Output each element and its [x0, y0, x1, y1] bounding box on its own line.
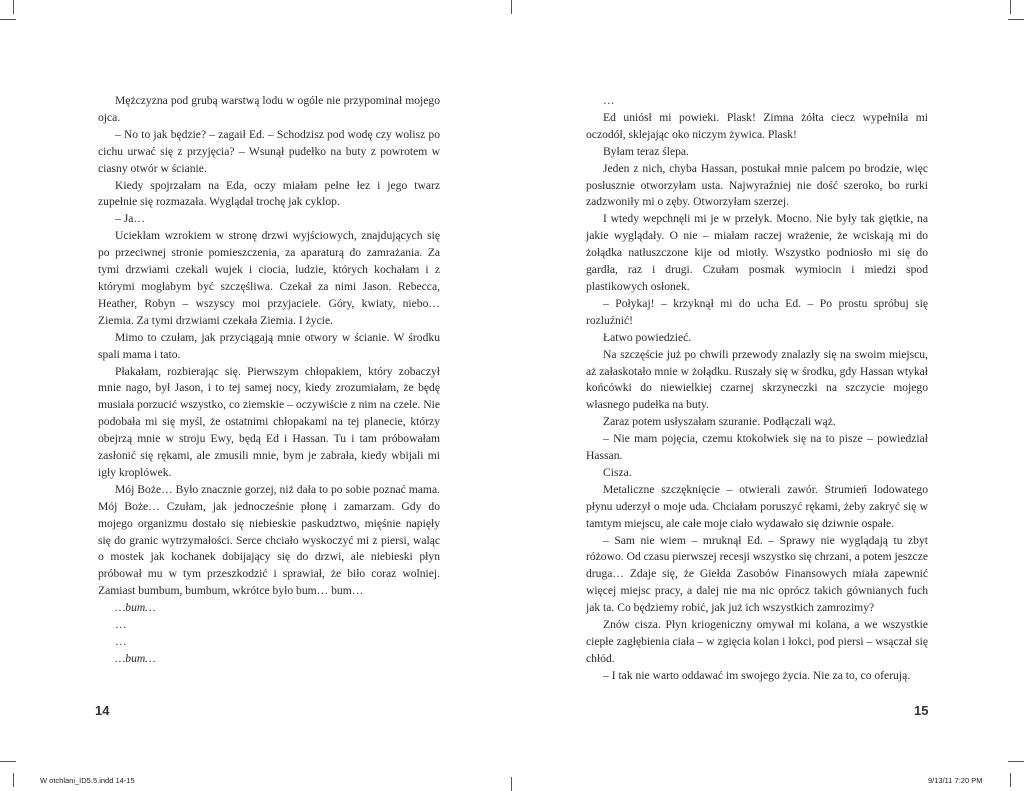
crop-mark [511, 777, 512, 791]
date-slug: 9/13/11 7:20 PM [928, 776, 983, 785]
crop-mark [511, 0, 512, 14]
right-page-text [586, 93, 928, 685]
paragraph: Płakałam, rozbierając się. Pierwszym chłopakiem, który zobaczył mnie nago, był Jason, i to tej samej nocy, kiedy zrozumiałam, że będę musiała porzucić wszystko, co ziemskie – oczywiście z nim na czele. Nie podobała mi się myśl, że ostatnimi chłopakami na tej planecie, którzy obejrzą mnie w stroju Ewy, będą Ed i Hassan. Tu i tam próbowałam zasłonić się rękami, ale zmusili mnie, bym je zabrała, kiedy wbijali mi igły kroplówek. [98, 364, 440, 479]
paragraph: Zaraz potem usłyszałam szuranie. Podłączali wąż. [603, 415, 836, 429]
paragraph: …bum… [115, 601, 156, 615]
paragraph: … [603, 94, 615, 107]
paragraph: Łatwo powiedzieć. [603, 330, 692, 344]
crop-mark [13, 773, 14, 787]
paragraph: Metaliczne szczęknięcie – otwierali zawór. Strumień lodowatego płynu uderzył o moje uda. Chciałam poruszyć rękami, żeby zakryć się w tamtym miejscu, ale całe moje ciało wydawało się dziwnie ospałe. [586, 482, 928, 530]
paragraph: I wtedy wepchnęli mi je w przełyk. Mocno. Nie były tak giętkie, na jakie wyglądały. O nie – miałam raczej wrażenie, że wciskają mi do żołądka natłuszczone kije od miotły. Wszystko podniosło mi się do gardła, raz i drugi. Czułam posmak wymiocin i miedzi spod plastikowych osłonek. [586, 212, 928, 293]
page-number-right: 15 [914, 703, 929, 718]
paragraph: – Połykaj! – krzyknął mi do ucha Ed. – Po prostu spróbuj się rozluźnić! [586, 296, 928, 327]
crop-mark [13, 0, 14, 14]
paragraph: – Sam nie wiem – mruknął Ed. – Sprawy nie wyglądają tu zbyt różowo. Od czasu pierwszej recesji wszystko się chrzani, a potem jeszcze druga… Zdaje się, że Giełda Zasobów Finansowych miała zapewnić więcej miejsc pracy, a dalej nie ma nic oprócz takich gównianych fuch jak ta. Co będziemy robić, jak już ich wszystkich zamrozimy? [586, 533, 928, 615]
paragraph: Znów cisza. Płyn kriogeniczny omywał mi kolana, a we wszystkie ciepłe zagłębienia ciała – w zgięcia kolan i łokci, pod piersi – wsączał się chłód. [586, 618, 928, 665]
crop-mark [1008, 19, 1024, 20]
crop-mark [1010, 0, 1011, 14]
paragraph: Byłam teraz ślepa. [603, 144, 689, 158]
crop-mark [1010, 773, 1011, 787]
file-slug: W otchlani_ID5.5.indd 14-15 [40, 776, 135, 785]
paragraph: …bum… [115, 651, 156, 665]
crop-mark [0, 19, 16, 20]
crop-mark [0, 761, 16, 762]
left-page-text [98, 93, 440, 668]
paragraph: Mimo to czułam, jak przyciągają mnie otwory w ścianie. W środku spali mama i tato. [98, 330, 440, 361]
crop-mark [1008, 761, 1024, 762]
paragraph: – I tak nie warto oddawać im swojego życia. Nie za to, co oferują. [603, 668, 911, 682]
paragraph: Kiedy spojrzałam na Eda, oczy miałam pełne łez i jego twarz zupełnie się rozmazała. Wyglądał trochę jak cyklop. [98, 178, 440, 209]
page-number-left: 14 [95, 703, 110, 718]
paragraph: – No to jak będzie? – zagaił Ed. – Schodzisz pod wodę czy wolisz po cichu urwać się z przyjęcia? – Wsunął pudełko na buty z powrotem w ciasny otwór w ścianie. [98, 127, 440, 175]
paragraph: Ed uniósł mi powieki. Plask! Zimna żółta ciecz wypełniła mi oczodół, sklejając oko niczym żywica. Plask! [586, 110, 928, 141]
paragraph: … [115, 635, 127, 648]
paragraph: – Nie mam pojęcia, czemu ktokolwiek się na to pisze – powiedział Hassan. [586, 432, 928, 463]
paragraph: Uciekłam wzrokiem w stronę drzwi wyjściowych, znajdujących się po przeciwnej stronie pomieszczenia, za aparaturą do zamrażania. Za tymi drzwiami czekali wujek i ciocia, ludzie, których kochałam i z którymi mogłabym być szczęśliwa. Czekał za nimi Jason. Rebecca, Heather, Robyn – wszyscy moi przyjaciele. Góry, kwiaty, niebo… Ziemia. Za tymi drzwiami czekała Ziemia. I życie. [98, 229, 440, 327]
paragraph: Jeden z nich, chyba Hassan, postukał mnie palcem po brodzie, więc posłusznie otworzyłam usta. Najwyraźniej nie dość szeroko, bo rurki zadzwoniły mi o zęby. Otworzyłam szerzej. [586, 161, 928, 209]
paragraph: Na szczęście już po chwili przewody znalazły się na swoim miejscu, aż załaskotało mnie w żołądku. Ruszały się w środku, gdy Hassan wtykał końcówki do niewielkiej czarnej skrzyneczki na szczycie mojego własnego pudełka na buty. [586, 347, 928, 412]
paragraph: Mój Boże… Było znacznie gorzej, niż dała to po sobie poznać mama. Mój Boże… Czułam, jak jednocześnie płonę i zamarzam. Gdy do mojego organizmu dostało się niebieskie paskudztwo, mięśnie napięły się do granic wytrzymałości. Serce chciało wyskoczyć mi z piersi, waląc o mostek jak kochanek dobijający się do drzwi, ale niebieski płyn próbował mu w tym przeszkodzić i sprawiał, że biło coraz wolniej. Zamiast bumbum, bumbum, wkrótce było bum… bum… [98, 482, 440, 598]
paragraph: Cisza. [603, 465, 632, 479]
paragraph: – Ja… [115, 212, 145, 226]
paragraph: … [115, 618, 127, 632]
paragraph: Mężczyzna pod grubą warstwą lodu w ogóle nie przypominał mojego ojca. [98, 94, 440, 124]
